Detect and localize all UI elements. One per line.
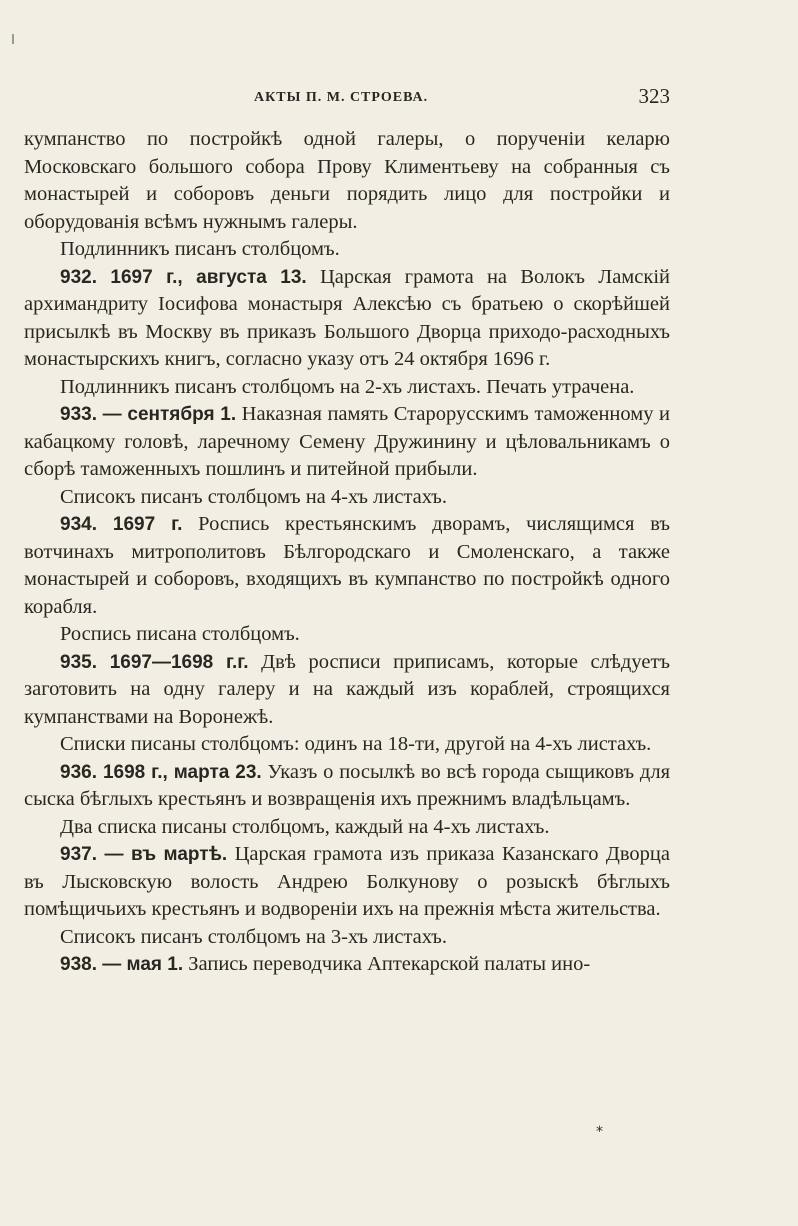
margin-mark (12, 34, 14, 44)
entry-heading: 936. 1698 г., марта 23. (60, 761, 262, 783)
source-note (24, 621, 670, 649)
document-entry (24, 264, 670, 374)
document-entry (24, 759, 670, 814)
document-entry (24, 649, 670, 732)
entry-heading: 932. 1697 г., августа 13. (60, 266, 307, 288)
running-head: АКТЫ П. М. СТРОЕВА. (254, 90, 429, 105)
source-note (24, 924, 670, 952)
note-text: Два списка писаны столбцомъ, каждый на 4-хъ листахъ. (60, 815, 550, 838)
note-text: Списокъ писанъ столбцомъ на 3-хъ листахъ. (60, 925, 447, 948)
entry-text: Царская грамота изъ приказа Казанскаго Дворца въ Лысковскую волость Андрею Болкунову о розыскѣ бѣглыхъ помѣщичьихъ крестьянъ и водвореніи ихъ на прежнія мѣста жительства. (24, 843, 670, 920)
source-note (24, 236, 670, 264)
entry-text: Запись переводчика Аптекарской палаты ино- (183, 953, 591, 975)
note-text: Списки писаны столбцомъ: одинъ на 18-ти, другой на 4-хъ листахъ. (60, 733, 652, 755)
signature-mark: * (596, 1124, 603, 1140)
entry-heading: 934. 1697 г. (60, 514, 183, 535)
note-text: Подлинникъ писанъ столбцомъ. (60, 238, 340, 260)
source-note (24, 484, 670, 512)
note-text: Списокъ писанъ столбцомъ на 4-хъ листахъ. (60, 485, 447, 508)
entry-text: Царская грамота на Волокъ Ламскій архимандриту Іосифова монастыря Алексѣю съ братьею о скорѣйшей присылкѣ въ Москву въ приказъ Большого Дворца приходо-расходныхъ монастырскихъ книгъ, согласно указу отъ 24 октября 1696 г. (24, 265, 670, 370)
entry-heading: 937. — въ мартѣ. (60, 844, 228, 865)
source-note (24, 814, 670, 842)
source-note (24, 731, 670, 759)
page-body (24, 126, 670, 979)
entry-text: Наказная память Старорусскимъ таможенному и кабацкому головѣ, ларечному Семену Дружинину и цѣловальникамъ о сборѣ таможенныхъ пошлинъ и питейной прибыли. (24, 403, 671, 480)
note-text: Подлинникъ писанъ столбцомъ на 2-хъ листахъ. Печать утрачена. (60, 375, 635, 398)
entry-text: Двѣ росписи приписамъ, которые слѣдуетъ заготовить на одну галеру и на каждый изъ кораблей, строящихся кумпанствами на Воронежѣ. (24, 650, 671, 728)
document-entry (24, 401, 670, 484)
page-header (24, 84, 670, 114)
document-entry (24, 841, 670, 924)
paragraph-text: кумпанство по постройкѣ одной галеры, о порученіи келарю Московскаго большого собора Прову Климентьеву на собранныя съ монастырей и соборовъ деньги порядить лицо для постройки и оборудованія всѣмъ нужнымъ галеры. (24, 128, 670, 233)
entry-heading: 935. 1697—1698 г.г. (60, 651, 249, 673)
source-note (24, 374, 670, 402)
page-number: 323 (638, 84, 670, 108)
document-entry (24, 951, 670, 979)
paragraph (24, 126, 670, 236)
entry-text: Роспись крестьянскимъ дворамъ, числящимся въ вотчинахъ митрополитовъ Бѣлгородскаго и Смоленскаго, а также монастырей и соборовъ, входящихъ въ кумпанство по постройкѣ одного корабля. (24, 513, 670, 618)
note-text: Роспись писана столбцомъ. (60, 623, 300, 645)
document-entry (24, 511, 670, 621)
entry-heading: 933. — сентября 1. (60, 404, 237, 425)
entry-heading: 938. — мая 1. (60, 954, 184, 975)
entry-text: Указъ о посылкѣ во всѣ города сыщиковъ для сыска бѣглыхъ крестьянъ и возвращенія ихъ прежнимъ владѣльцамъ. (24, 760, 670, 810)
